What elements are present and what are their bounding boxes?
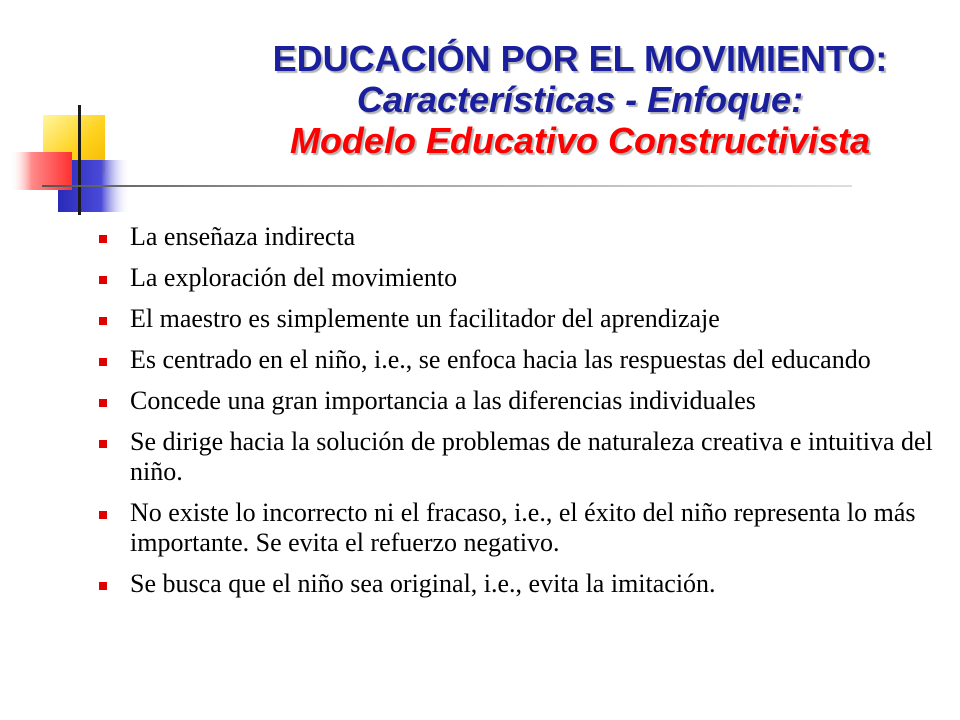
- red-square: [10, 152, 72, 190]
- bullet-text: Concede una gran importancia a las diferencias individuales: [130, 386, 756, 415]
- bullet-text: La exploración del movimiento: [130, 263, 458, 292]
- bullet-text: Se dirige hacia la solución de problemas de naturaleza creativa e intuitiva del niño.: [130, 427, 933, 486]
- bullet-text: La enseñaza indirecta: [130, 222, 356, 251]
- horizontal-line: [42, 185, 852, 187]
- bullet-square-icon: [99, 276, 107, 284]
- bullet-square-icon: [99, 511, 107, 519]
- bullet-square-icon: [99, 440, 107, 448]
- vertical-line: [78, 105, 81, 215]
- slide-title: [150, 38, 960, 161]
- bullet-item: [98, 222, 948, 252]
- bullet-square-icon: [99, 317, 107, 325]
- bullet-text: Se busca que el niño sea original, i.e., evita la imitación.: [130, 569, 716, 598]
- bullet-square-icon: [99, 235, 107, 243]
- bullet-text: No existe lo incorrecto ni el fracaso, i.e., el éxito del niño representa lo más importante. Se evita el refuerzo negativo.: [130, 498, 916, 557]
- bullet-item: [98, 427, 948, 487]
- bullet-square-icon: [99, 358, 107, 366]
- bullet-item: [98, 386, 948, 416]
- blue-square: [58, 160, 130, 212]
- bullet-text: El maestro es simplemente un facilitador del aprendizaje: [130, 304, 720, 333]
- yellow-square: [43, 115, 105, 173]
- bullet-item: [98, 498, 948, 558]
- bullet-item: [98, 569, 948, 599]
- bullet-item: [98, 345, 948, 375]
- bullet-item: [98, 263, 948, 293]
- title-line-3: Modelo Educativo Constructivista: [289, 120, 871, 161]
- title-line-1: EDUCACIÓN POR EL MOVIMIENTO:: [272, 38, 888, 79]
- bullet-text: Es centrado en el niño, i.e., se enfoca hacia las respuestas del educando: [130, 345, 871, 374]
- bullet-list: [98, 222, 948, 610]
- bullet-square-icon: [99, 582, 107, 590]
- bullet-square-icon: [99, 399, 107, 407]
- title-line-2: Características - Enfoque:: [356, 79, 804, 120]
- bullet-item: [98, 304, 948, 334]
